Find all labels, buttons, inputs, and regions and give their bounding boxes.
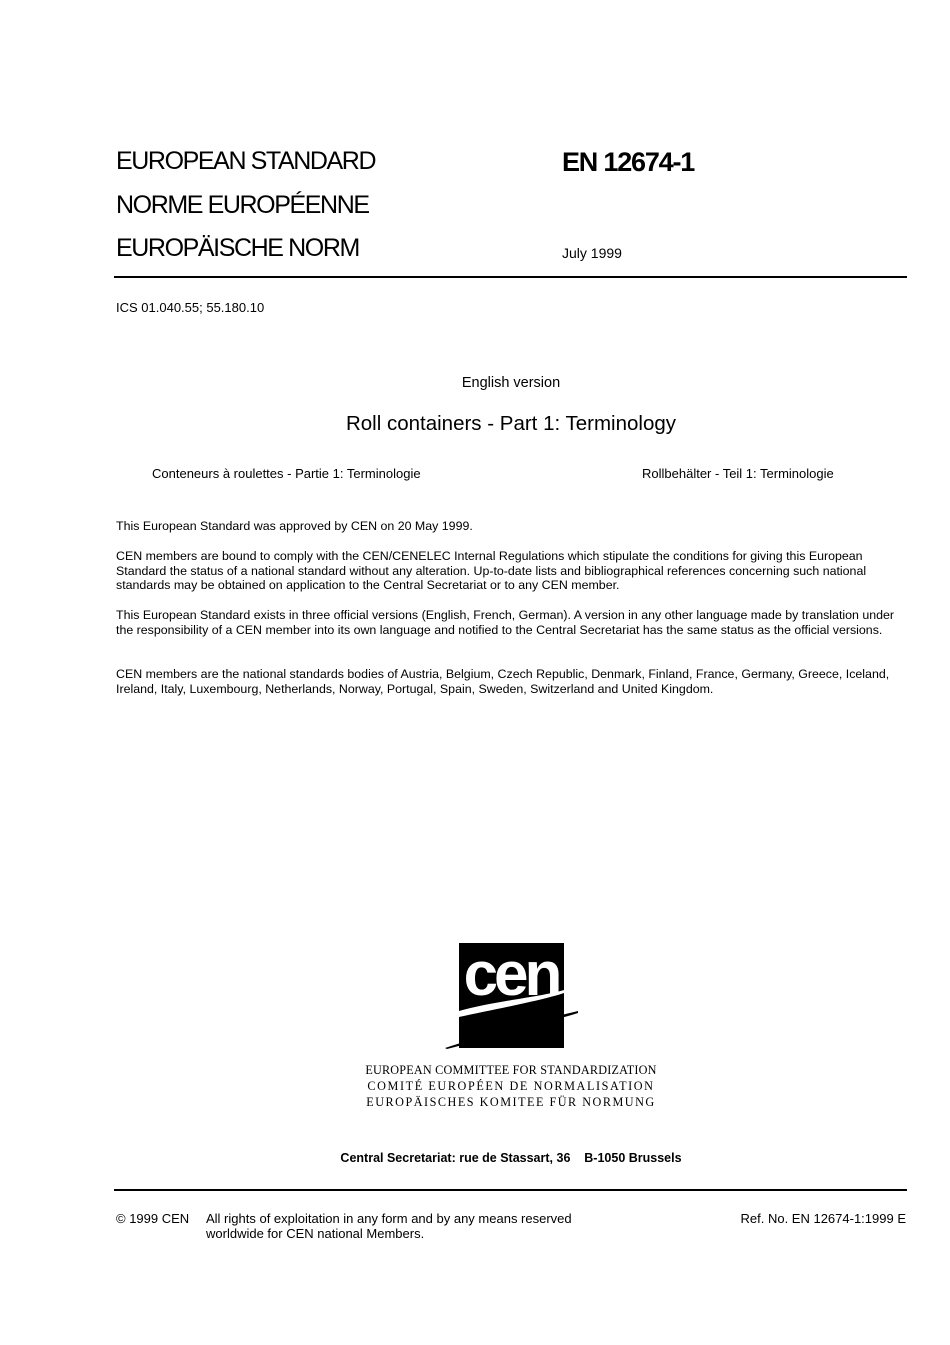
paragraph-compliance: CEN members are bound to comply with the CEN/CENELEC Internal Regulations which stipulate the conditions for giving this European Standard the status of a national standard without any alteration. Up-to-date lists and bibliographical references concerning such national standards may be obtained on application to the Central Secretariat or to any CEN member.	[116, 549, 867, 593]
paragraph-versions: This European Standard exists in three official versions (English, French, German). A version in any other language made by translation under the responsibility of a CEN member into its own language and notified to the Central Secretariat has the same status as the official versions.	[116, 608, 895, 637]
version-label: English version	[461, 375, 561, 391]
document-title: Roll containers - Part 1: Terminology	[345, 412, 677, 435]
standard-number: EN 12674-1	[562, 147, 695, 177]
german-title: Rollbehälter - Teil 1: Terminologie	[642, 466, 834, 481]
rights-line-1: All rights of exploitation in any form and by any means reserved	[206, 1211, 572, 1226]
french-title: Conteneurs à roulettes - Partie 1: Terminologie	[152, 466, 421, 481]
copyright: © 1999 CEN	[116, 1211, 190, 1226]
cen-logo	[445, 943, 580, 1050]
cen-logo-graphic	[445, 943, 580, 1050]
title-german: EUROPÄISCHE NORM	[116, 234, 359, 262]
title-english: EUROPEAN STANDARD	[116, 147, 376, 175]
paragraph-approval: This European Standard was approved by CEN on 20 May 1999.	[116, 519, 473, 533]
committee-german: EUROPÄISCHES KOMITEE FÜR NORMUNG	[366, 1095, 656, 1109]
header-divider	[114, 276, 907, 278]
central-secretariat: Central Secretariat: rue de Stassart, 36 B-1050 Brussels	[340, 1151, 682, 1165]
committee-english: EUROPEAN COMMITTEE FOR STANDARDIZATION	[365, 1063, 657, 1077]
publication-date: July 1999	[562, 245, 622, 261]
footer-divider	[114, 1189, 907, 1191]
rights-line-2: worldwide for CEN national Members.	[206, 1226, 425, 1241]
committee-french: COMITÉ EUROPÉEN DE NORMALISATION	[367, 1079, 655, 1093]
reference-number: Ref. No. EN 12674-1:1999 E	[740, 1211, 906, 1226]
paragraph-members: CEN members are the national standards bodies of Austria, Belgium, Czech Republic, Denmark, Finland, France, Germany, Greece, Iceland, Ireland, Italy, Luxembourg, Netherlands, Norway, Portugal, Spain, Sweden, Switzerland and United Kingdom.	[116, 667, 890, 696]
title-french: NORME EUROPÉENNE	[116, 191, 369, 219]
cen-logo-text: cen	[463, 943, 559, 1009]
ics-code: ICS 01.040.55; 55.180.10	[116, 300, 265, 315]
